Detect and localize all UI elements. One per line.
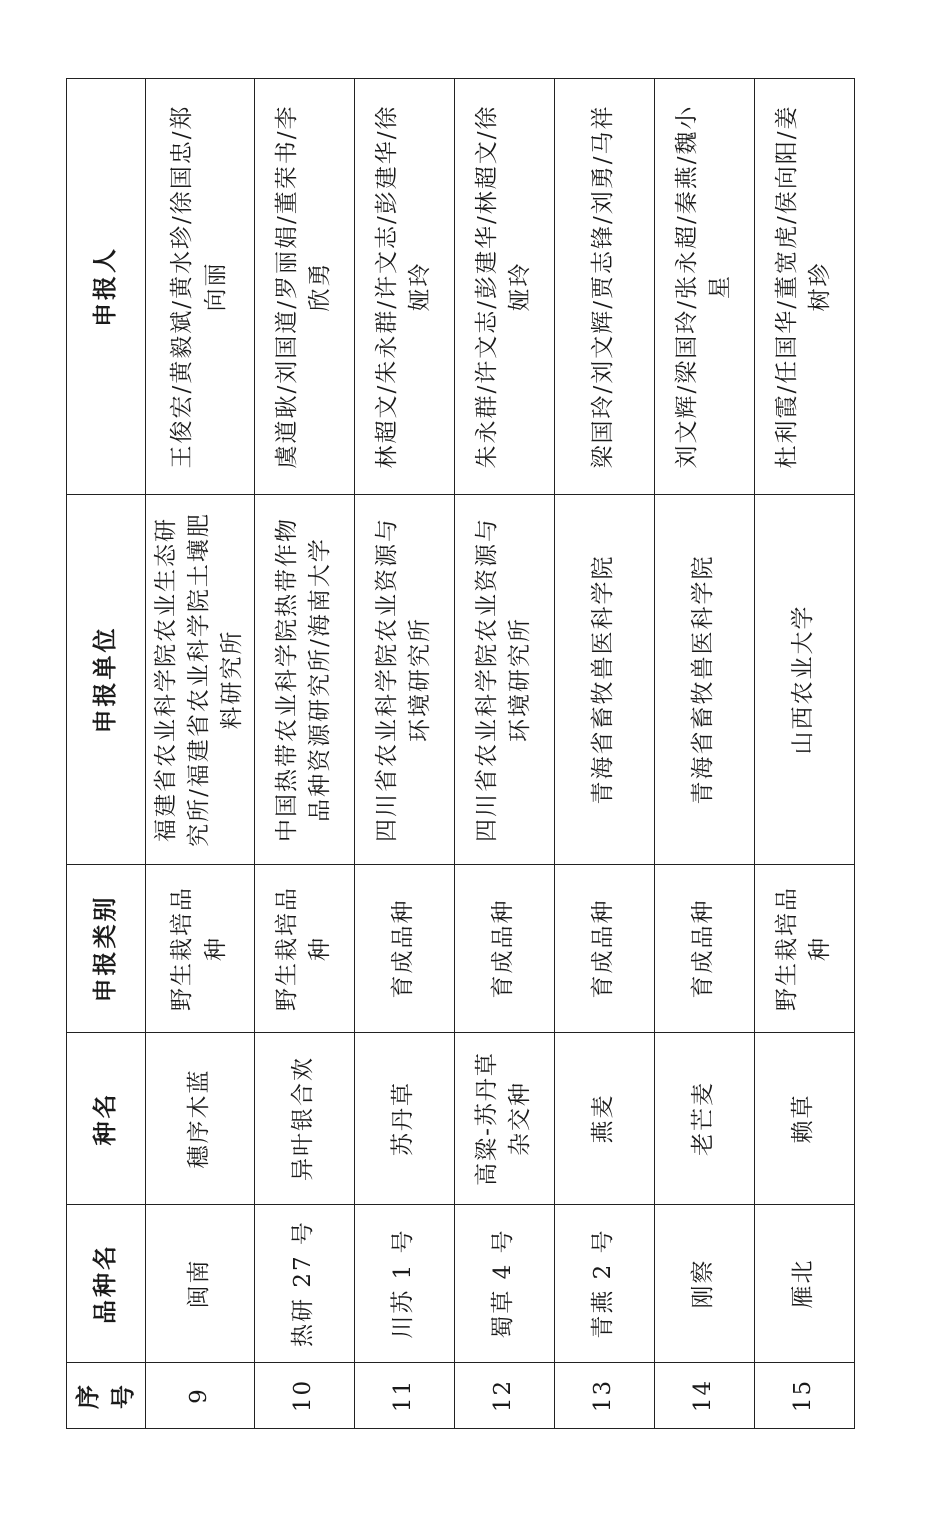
cell-no: 10 — [254, 1363, 354, 1429]
cell-applicants: 刘文辉/梁国玲/张永超/秦燕/魏小星 — [654, 79, 754, 495]
cell-organization: 山西农业大学 — [754, 495, 854, 865]
header-variety: 品种名 — [67, 1205, 146, 1363]
header-species: 种名 — [67, 1033, 146, 1205]
cell-variety: 青燕 2 号 — [554, 1205, 654, 1363]
cell-category: 育成品种 — [454, 865, 554, 1033]
cell-no: 11 — [354, 1363, 454, 1429]
cell-applicants: 虞道耿/刘国道/罗丽娟/董荣书/李欣勇 — [254, 79, 354, 495]
cell-variety: 雁北 — [754, 1205, 854, 1363]
cell-variety: 蜀草 4 号 — [454, 1205, 554, 1363]
cell-category: 育成品种 — [354, 865, 454, 1033]
cell-no: 13 — [554, 1363, 654, 1429]
cell-species: 老芒麦 — [654, 1033, 754, 1205]
cell-variety: 闽南 — [145, 1205, 254, 1363]
header-category: 申报类别 — [67, 865, 146, 1033]
cell-organization: 青海省畜牧兽医科学院 — [554, 495, 654, 865]
cell-applicants: 王俊宏/黄毅斌/黄水珍/徐国忠/郑向丽 — [145, 79, 254, 495]
cell-organization: 四川省农业科学院农业资源与环境研究所 — [454, 495, 554, 865]
table-row — [654, 79, 754, 1429]
table-row — [754, 79, 854, 1429]
cell-species: 高粱-苏丹草杂交种 — [454, 1033, 554, 1205]
cell-category: 野生栽培品种 — [145, 865, 254, 1033]
cell-applicants: 梁国玲/刘文辉/贾志锋/刘勇/马祥 — [554, 79, 654, 495]
cell-category: 育成品种 — [554, 865, 654, 1033]
cell-organization: 四川省农业科学院农业资源与环境研究所 — [354, 495, 454, 865]
table-row — [145, 79, 254, 1429]
cell-variety: 川苏 1 号 — [354, 1205, 454, 1363]
cell-applicants: 杜利霞/任国华/董宽虎/侯向阳/姜树珍 — [754, 79, 854, 495]
cell-no: 14 — [654, 1363, 754, 1429]
table-row — [354, 79, 454, 1429]
cell-category: 育成品种 — [654, 865, 754, 1033]
table-header-row — [67, 79, 146, 1429]
cell-no: 9 — [145, 1363, 254, 1429]
cell-variety: 刚察 — [654, 1205, 754, 1363]
cell-organization: 福建省农业科学院农业生态研究所/福建省农业科学院土壤肥料研究所 — [145, 495, 254, 865]
cell-species: 异叶银合欢 — [254, 1033, 354, 1205]
cell-applicants: 林超文/朱永群/许文志/彭建华/徐娅玲 — [354, 79, 454, 495]
header-organization: 申报单位 — [67, 495, 146, 865]
cell-category: 野生栽培品种 — [754, 865, 854, 1033]
header-no: 序号 — [67, 1363, 146, 1429]
cell-variety: 热研 27 号 — [254, 1205, 354, 1363]
cell-species: 穗序木蓝 — [145, 1033, 254, 1205]
table-row — [454, 79, 554, 1429]
variety-registration-table — [66, 78, 855, 1429]
header-applicants: 申报人 — [67, 79, 146, 495]
cell-applicants: 朱永群/许文志/彭建华/林超文/徐娅玲 — [454, 79, 554, 495]
cell-no: 15 — [754, 1363, 854, 1429]
cell-organization: 青海省畜牧兽医科学院 — [654, 495, 754, 865]
table-row — [554, 79, 654, 1429]
cell-species: 燕麦 — [554, 1033, 654, 1205]
cell-organization: 中国热带农业科学院热带作物品种资源研究所/海南大学 — [254, 495, 354, 865]
cell-no: 12 — [454, 1363, 554, 1429]
rotated-table-wrapper — [66, 79, 841, 1429]
cell-species: 苏丹草 — [354, 1033, 454, 1205]
cell-category: 野生栽培品种 — [254, 865, 354, 1033]
cell-species: 赖草 — [754, 1033, 854, 1205]
table-row — [254, 79, 354, 1429]
